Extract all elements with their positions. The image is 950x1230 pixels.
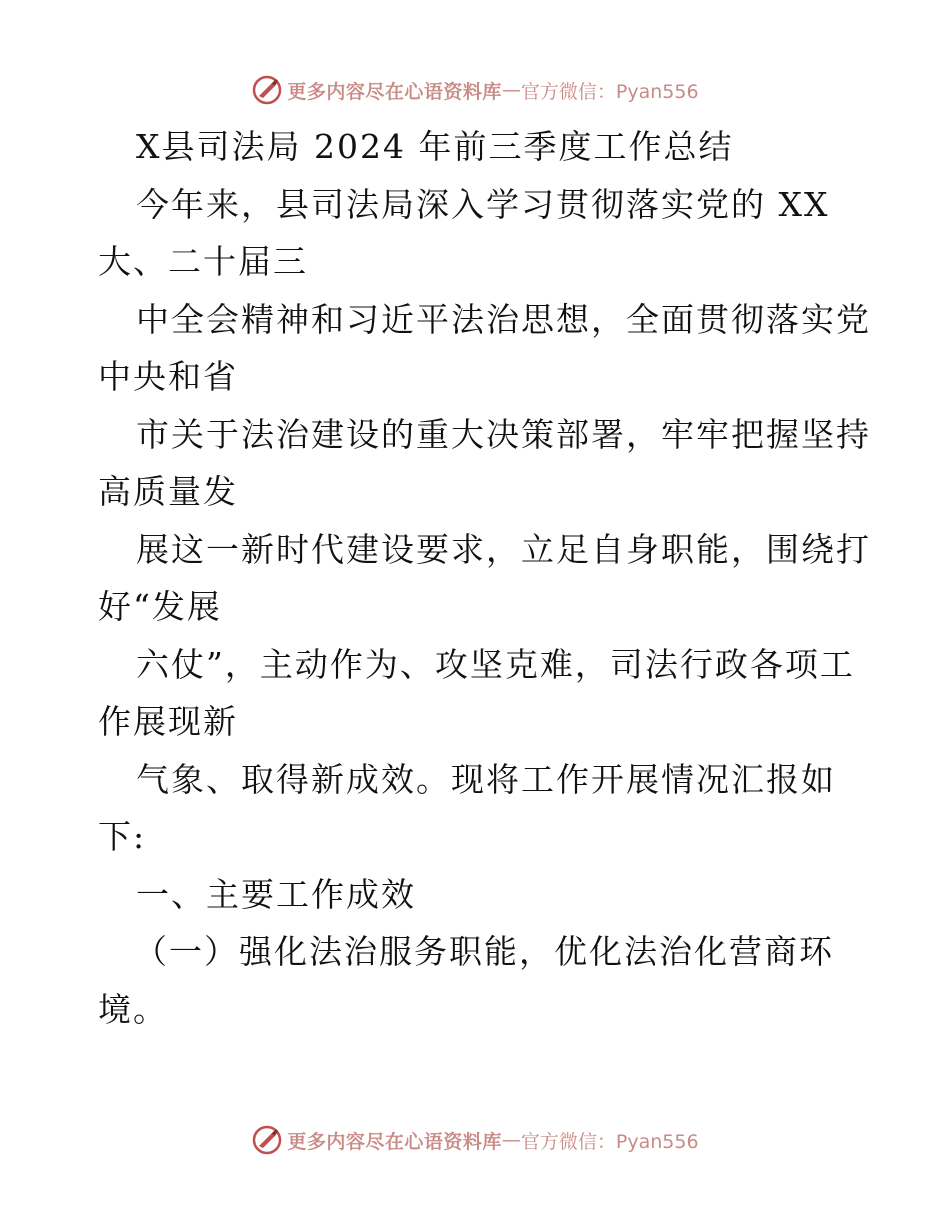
paragraph-line: 高质量发: [98, 472, 238, 511]
watermark-separator: —: [501, 79, 521, 101]
subsection-heading: （一）强化法治服务职能，优化法治化营商环: [134, 932, 834, 971]
paragraph-line: 好“发展: [98, 587, 222, 626]
paragraph-line: 六仗”，主动作为、攻坚克难，司法行政各项工: [136, 644, 855, 684]
paragraph-line: 下:: [98, 817, 147, 856]
watermark-separator: —: [501, 1129, 521, 1151]
brush-pen-logo-icon: [251, 1124, 283, 1156]
watermark-text: 更多内容尽在心语资料库: [287, 80, 502, 103]
subsection-heading-continued: 境。: [98, 989, 168, 1029]
document-body: [98, 118, 871, 1038]
paragraph-line: 中全会精神和习近平法治思想，全面贯彻落实党: [136, 299, 871, 339]
brush-pen-logo-icon: [251, 74, 283, 106]
paragraph-line: 展这一新时代建设要求，立足自身职能，围绕打: [136, 529, 871, 569]
document-title: X县司法局 2024 年前三季度工作总结: [136, 127, 734, 166]
paragraph-line: 市关于法治建设的重大决策部署，牢牢把握坚持: [136, 414, 871, 454]
watermark-contact: 官方微信：Pyan556: [520, 80, 699, 103]
section-heading: 一、主要工作成效: [136, 874, 416, 914]
footer-watermark: [0, 1120, 950, 1160]
paragraph-line: 作展现新: [98, 702, 238, 741]
paragraph-line: 大、二十届三: [98, 242, 308, 281]
paragraph-line: 气象、取得新成效。现将工作开展情况汇报如: [136, 759, 836, 799]
paragraph-line: 今年来，县司法局深入学习贯彻落实党的 XX: [136, 184, 830, 224]
watermark-contact: 官方微信：Pyan556: [520, 1130, 699, 1153]
header-watermark: [0, 70, 950, 110]
paragraph-line: 中央和省: [98, 357, 238, 396]
watermark-text: 更多内容尽在心语资料库: [287, 1130, 502, 1153]
